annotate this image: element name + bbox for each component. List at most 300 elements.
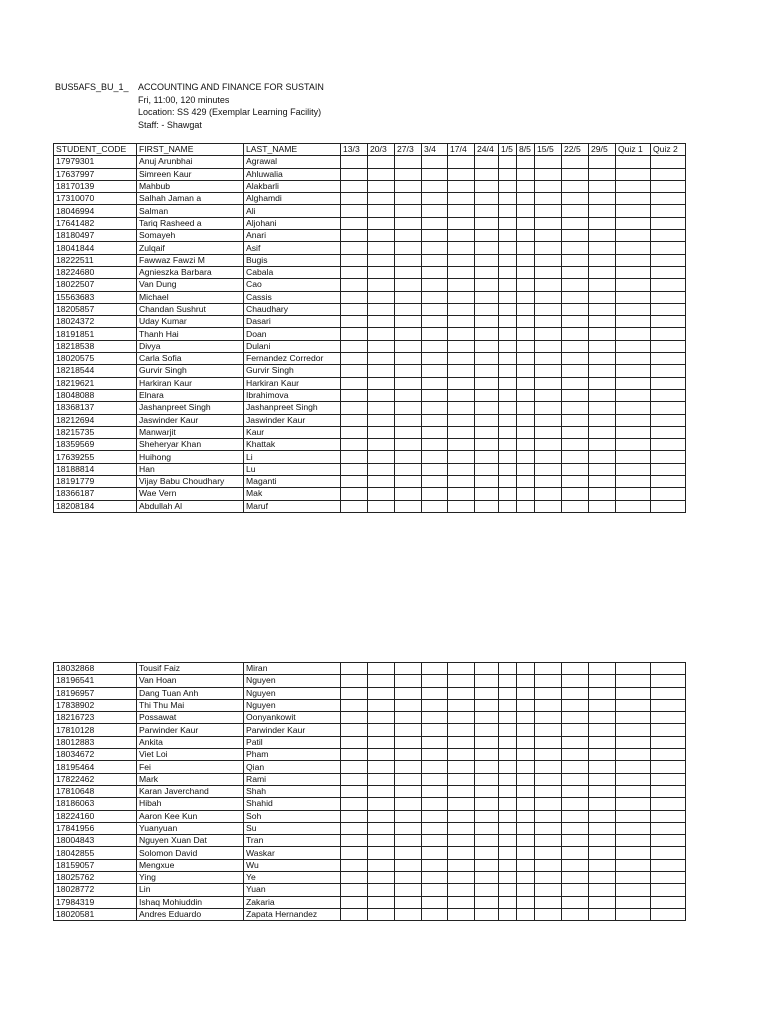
attendance-cell	[368, 377, 395, 389]
attendance-cell	[422, 785, 448, 797]
attendance-cell	[422, 156, 448, 168]
table-row	[54, 230, 686, 242]
attendance-cell	[517, 749, 535, 761]
attendance-cell	[589, 254, 616, 266]
last-name-cell: Harkiran Kaur	[244, 377, 341, 389]
attendance-cell	[341, 353, 368, 365]
attendance-cell	[517, 822, 535, 834]
attendance-cell	[651, 365, 686, 377]
attendance-cell	[562, 303, 589, 315]
attendance-cell	[589, 340, 616, 352]
attendance-cell	[651, 724, 686, 736]
attendance-cell	[589, 328, 616, 340]
attendance-cell	[499, 463, 517, 475]
attendance-cell	[475, 712, 499, 724]
attendance-cell	[499, 663, 517, 675]
attendance-cell	[422, 773, 448, 785]
attendance-cell	[651, 353, 686, 365]
attendance-cell	[499, 316, 517, 328]
last-name-cell: Cassis	[244, 291, 341, 303]
attendance-cell	[368, 254, 395, 266]
attendance-cell	[562, 242, 589, 254]
attendance-cell	[589, 663, 616, 675]
attendance-cell	[589, 168, 616, 180]
attendance-cell	[448, 230, 475, 242]
attendance-cell	[535, 353, 562, 365]
attendance-cell	[448, 439, 475, 451]
attendance-cell	[589, 266, 616, 278]
attendance-cell	[517, 500, 535, 512]
attendance-cell	[535, 847, 562, 859]
table-row	[54, 389, 686, 401]
attendance-cell	[341, 847, 368, 859]
attendance-cell	[341, 785, 368, 797]
attendance-cell	[562, 761, 589, 773]
attendance-cell	[422, 377, 448, 389]
attendance-cell	[517, 463, 535, 475]
student-code-cell: 18222511	[54, 254, 137, 266]
attendance-cell	[589, 872, 616, 884]
student-code-cell: 18205857	[54, 303, 137, 315]
attendance-cell	[341, 205, 368, 217]
attendance-cell	[589, 291, 616, 303]
attendance-cell	[341, 279, 368, 291]
student-code-cell: 18215735	[54, 426, 137, 438]
attendance-cell	[589, 316, 616, 328]
table-row	[54, 476, 686, 488]
student-code-cell: 18022507	[54, 279, 137, 291]
attendance-cell	[475, 414, 499, 426]
student-code-cell: 18359569	[54, 439, 137, 451]
last-name-cell: Soh	[244, 810, 341, 822]
attendance-cell	[448, 785, 475, 797]
table-row	[54, 426, 686, 438]
attendance-cell	[475, 785, 499, 797]
last-name-cell: Alghamdi	[244, 193, 341, 205]
student-code-cell: 17810648	[54, 785, 137, 797]
attendance-cell	[616, 736, 651, 748]
table-row	[54, 736, 686, 748]
attendance-cell	[616, 340, 651, 352]
attendance-cell	[448, 835, 475, 847]
column-header: 24/4	[475, 144, 499, 156]
attendance-cell	[448, 279, 475, 291]
attendance-cell	[651, 463, 686, 475]
attendance-cell	[499, 254, 517, 266]
attendance-cell	[499, 451, 517, 463]
column-header: Quiz 1	[616, 144, 651, 156]
student-code-cell: 18196541	[54, 675, 137, 687]
attendance-cell	[562, 230, 589, 242]
attendance-cell	[368, 736, 395, 748]
attendance-cell	[562, 254, 589, 266]
student-code-cell: 18195464	[54, 761, 137, 773]
attendance-cell	[368, 724, 395, 736]
table-row	[54, 254, 686, 266]
attendance-cell	[517, 230, 535, 242]
attendance-cell	[589, 476, 616, 488]
attendance-cell	[499, 724, 517, 736]
attendance-cell	[616, 476, 651, 488]
student-code-cell: 18188814	[54, 463, 137, 475]
attendance-cell	[616, 463, 651, 475]
attendance-cell	[562, 749, 589, 761]
attendance-cell	[499, 835, 517, 847]
attendance-cell	[517, 279, 535, 291]
last-name-cell: Ibrahimova	[244, 389, 341, 401]
attendance-cell	[616, 451, 651, 463]
attendance-cell	[475, 872, 499, 884]
attendance-cell	[368, 426, 395, 438]
table-row	[54, 687, 686, 699]
table-row	[54, 835, 686, 847]
attendance-cell	[368, 414, 395, 426]
attendance-cell	[651, 699, 686, 711]
attendance-cell	[616, 180, 651, 192]
attendance-cell	[517, 377, 535, 389]
attendance-cell	[589, 439, 616, 451]
student-code-cell: 17641482	[54, 217, 137, 229]
attendance-cell	[517, 847, 535, 859]
attendance-cell	[475, 488, 499, 500]
first-name-cell: Jashanpreet Singh	[137, 402, 244, 414]
attendance-cell	[616, 353, 651, 365]
attendance-cell	[589, 414, 616, 426]
attendance-cell	[448, 156, 475, 168]
student-code-cell: 18212694	[54, 414, 137, 426]
attendance-cell	[562, 168, 589, 180]
attendance-cell	[395, 193, 422, 205]
first-name-cell: Abdullah Al	[137, 500, 244, 512]
attendance-cell	[448, 663, 475, 675]
attendance-cell	[562, 810, 589, 822]
attendance-cell	[341, 365, 368, 377]
attendance-cell	[395, 675, 422, 687]
attendance-cell	[368, 439, 395, 451]
attendance-cell	[517, 663, 535, 675]
attendance-cell	[535, 663, 562, 675]
attendance-cell	[562, 724, 589, 736]
attendance-cell	[368, 180, 395, 192]
attendance-cell	[448, 699, 475, 711]
attendance-cell	[475, 168, 499, 180]
first-name-cell: Karan Javerchand	[137, 785, 244, 797]
attendance-cell	[475, 451, 499, 463]
attendance-cell	[499, 712, 517, 724]
attendance-cell	[517, 785, 535, 797]
attendance-cell	[651, 822, 686, 834]
attendance-cell	[341, 402, 368, 414]
attendance-cell	[616, 230, 651, 242]
attendance-cell	[422, 810, 448, 822]
attendance-cell	[395, 353, 422, 365]
attendance-cell	[341, 463, 368, 475]
attendance-cell	[499, 749, 517, 761]
attendance-cell	[517, 699, 535, 711]
attendance-cell	[395, 340, 422, 352]
attendance-cell	[499, 414, 517, 426]
attendance-cell	[395, 230, 422, 242]
attendance-cell	[562, 699, 589, 711]
attendance-cell	[589, 761, 616, 773]
attendance-cell	[368, 835, 395, 847]
last-name-cell: Patil	[244, 736, 341, 748]
attendance-cell	[395, 303, 422, 315]
attendance-cell	[422, 328, 448, 340]
attendance-cell	[616, 242, 651, 254]
attendance-cell	[535, 712, 562, 724]
first-name-cell: Van Hoan	[137, 675, 244, 687]
attendance-cell	[422, 835, 448, 847]
first-name-cell: Tariq Rasheed a	[137, 217, 244, 229]
attendance-cell	[651, 414, 686, 426]
attendance-cell	[422, 340, 448, 352]
attendance-cell	[651, 896, 686, 908]
attendance-cell	[589, 463, 616, 475]
attendance-cell	[651, 266, 686, 278]
attendance-cell	[395, 810, 422, 822]
attendance-cell	[422, 266, 448, 278]
attendance-cell	[589, 217, 616, 229]
attendance-cell	[562, 389, 589, 401]
table-row	[54, 675, 686, 687]
attendance-cell	[616, 663, 651, 675]
attendance-cell	[499, 872, 517, 884]
table-row	[54, 365, 686, 377]
last-name-cell: Gurvir Singh	[244, 365, 341, 377]
attendance-cell	[341, 180, 368, 192]
attendance-cell	[368, 884, 395, 896]
attendance-cell	[499, 377, 517, 389]
table-row	[54, 340, 686, 352]
attendance-cell	[395, 712, 422, 724]
last-name-cell: Qian	[244, 761, 341, 773]
student-code-cell: 17822462	[54, 773, 137, 785]
student-code-cell: 15563683	[54, 291, 137, 303]
attendance-cell	[651, 663, 686, 675]
attendance-cell	[422, 712, 448, 724]
attendance-cell	[448, 872, 475, 884]
attendance-cell	[499, 736, 517, 748]
attendance-cell	[616, 488, 651, 500]
attendance-cell	[562, 291, 589, 303]
attendance-cell	[448, 451, 475, 463]
attendance-cell	[395, 798, 422, 810]
column-header: LAST_NAME	[244, 144, 341, 156]
attendance-cell	[368, 291, 395, 303]
attendance-cell	[535, 451, 562, 463]
attendance-cell	[368, 847, 395, 859]
attendance-cell	[562, 217, 589, 229]
attendance-cell	[395, 242, 422, 254]
first-name-cell: Lin	[137, 884, 244, 896]
attendance-cell	[589, 389, 616, 401]
first-name-cell: Parwinder Kaur	[137, 724, 244, 736]
attendance-cell	[517, 675, 535, 687]
attendance-cell	[517, 266, 535, 278]
attendance-cell	[651, 205, 686, 217]
attendance-cell	[395, 389, 422, 401]
attendance-cell	[651, 488, 686, 500]
attendance-cell	[475, 847, 499, 859]
last-name-cell: Shahid	[244, 798, 341, 810]
attendance-cell	[616, 798, 651, 810]
attendance-cell	[517, 426, 535, 438]
attendance-cell	[616, 847, 651, 859]
attendance-cell	[422, 426, 448, 438]
attendance-cell	[589, 835, 616, 847]
attendance-cell	[499, 810, 517, 822]
attendance-cell	[368, 798, 395, 810]
attendance-cell	[448, 810, 475, 822]
attendance-cell	[475, 389, 499, 401]
attendance-cell	[368, 488, 395, 500]
attendance-cell	[368, 156, 395, 168]
attendance-cell	[651, 798, 686, 810]
table-row	[54, 414, 686, 426]
attendance-cell	[651, 675, 686, 687]
attendance-cell	[535, 217, 562, 229]
last-name-cell: Oonyankowit	[244, 712, 341, 724]
attendance-cell	[422, 254, 448, 266]
attendance-cell	[368, 402, 395, 414]
attendance-cell	[475, 316, 499, 328]
attendance-cell	[517, 859, 535, 871]
last-name-cell: Yuan	[244, 884, 341, 896]
table-row	[54, 266, 686, 278]
attendance-cell	[475, 463, 499, 475]
attendance-cell	[499, 822, 517, 834]
column-header: 20/3	[368, 144, 395, 156]
attendance-cell	[475, 402, 499, 414]
attendance-table-page2	[53, 662, 686, 921]
table-row	[54, 316, 686, 328]
first-name-cell: Somayeh	[137, 230, 244, 242]
last-name-cell: Rami	[244, 773, 341, 785]
table-row	[54, 439, 686, 451]
attendance-cell	[422, 451, 448, 463]
last-name-cell: Asif	[244, 242, 341, 254]
first-name-cell: Huihong	[137, 451, 244, 463]
student-code-cell: 18020575	[54, 353, 137, 365]
attendance-cell	[562, 859, 589, 871]
student-code-cell: 17639255	[54, 451, 137, 463]
attendance-cell	[517, 156, 535, 168]
attendance-cell	[589, 675, 616, 687]
attendance-cell	[589, 908, 616, 920]
attendance-cell	[517, 291, 535, 303]
attendance-cell	[395, 699, 422, 711]
attendance-cell	[517, 389, 535, 401]
first-name-cell: Thi Thu Mai	[137, 699, 244, 711]
last-name-cell: Pham	[244, 749, 341, 761]
attendance-cell	[535, 389, 562, 401]
attendance-cell	[475, 193, 499, 205]
attendance-cell	[562, 156, 589, 168]
table-row	[54, 847, 686, 859]
attendance-cell	[651, 872, 686, 884]
attendance-cell	[562, 279, 589, 291]
attendance-cell	[368, 303, 395, 315]
attendance-cell	[368, 896, 395, 908]
last-name-cell: Khattak	[244, 439, 341, 451]
attendance-cell	[651, 389, 686, 401]
attendance-cell	[341, 908, 368, 920]
attendance-cell	[499, 291, 517, 303]
first-name-cell: Wae Vern	[137, 488, 244, 500]
last-name-cell: Kaur	[244, 426, 341, 438]
attendance-cell	[616, 785, 651, 797]
attendance-cell	[499, 340, 517, 352]
attendance-cell	[589, 798, 616, 810]
attendance-cell	[535, 822, 562, 834]
first-name-cell: Manwarjit	[137, 426, 244, 438]
attendance-cell	[499, 847, 517, 859]
table-row	[54, 303, 686, 315]
student-code-cell: 18028772	[54, 884, 137, 896]
attendance-cell	[341, 389, 368, 401]
last-name-cell: Cabala	[244, 266, 341, 278]
student-code-cell: 18218544	[54, 365, 137, 377]
attendance-cell	[422, 353, 448, 365]
attendance-cell	[448, 180, 475, 192]
attendance-cell	[616, 822, 651, 834]
last-name-cell: Dulani	[244, 340, 341, 352]
first-name-cell: Simreen Kaur	[137, 168, 244, 180]
attendance-cell	[341, 266, 368, 278]
attendance-cell	[368, 810, 395, 822]
first-name-cell: Andres Eduardo	[137, 908, 244, 920]
attendance-cell	[475, 675, 499, 687]
student-code-cell: 18180497	[54, 230, 137, 242]
attendance-cell	[395, 328, 422, 340]
attendance-cell	[651, 847, 686, 859]
attendance-cell	[341, 291, 368, 303]
first-name-cell: Michael	[137, 291, 244, 303]
attendance-cell	[341, 761, 368, 773]
attendance-cell	[651, 316, 686, 328]
last-name-cell: Jashanpreet Singh	[244, 402, 341, 414]
attendance-cell	[562, 908, 589, 920]
attendance-cell	[341, 724, 368, 736]
attendance-cell	[475, 217, 499, 229]
attendance-cell	[651, 500, 686, 512]
attendance-cell	[341, 451, 368, 463]
attendance-cell	[368, 242, 395, 254]
attendance-cell	[368, 463, 395, 475]
attendance-cell	[422, 402, 448, 414]
attendance-cell	[499, 859, 517, 871]
attendance-cell	[448, 476, 475, 488]
attendance-cell	[422, 230, 448, 242]
attendance-cell	[341, 193, 368, 205]
attendance-cell	[535, 699, 562, 711]
course-staff: Staff: - Shawgat	[138, 119, 202, 130]
attendance-cell	[395, 426, 422, 438]
attendance-cell	[475, 291, 499, 303]
attendance-cell	[422, 896, 448, 908]
table-row	[54, 749, 686, 761]
attendance-cell	[475, 377, 499, 389]
attendance-cell	[535, 687, 562, 699]
attendance-cell	[341, 872, 368, 884]
attendance-cell	[517, 168, 535, 180]
table-row	[54, 872, 686, 884]
attendance-cell	[562, 736, 589, 748]
attendance-cell	[517, 439, 535, 451]
attendance-cell	[651, 761, 686, 773]
attendance-cell	[616, 303, 651, 315]
